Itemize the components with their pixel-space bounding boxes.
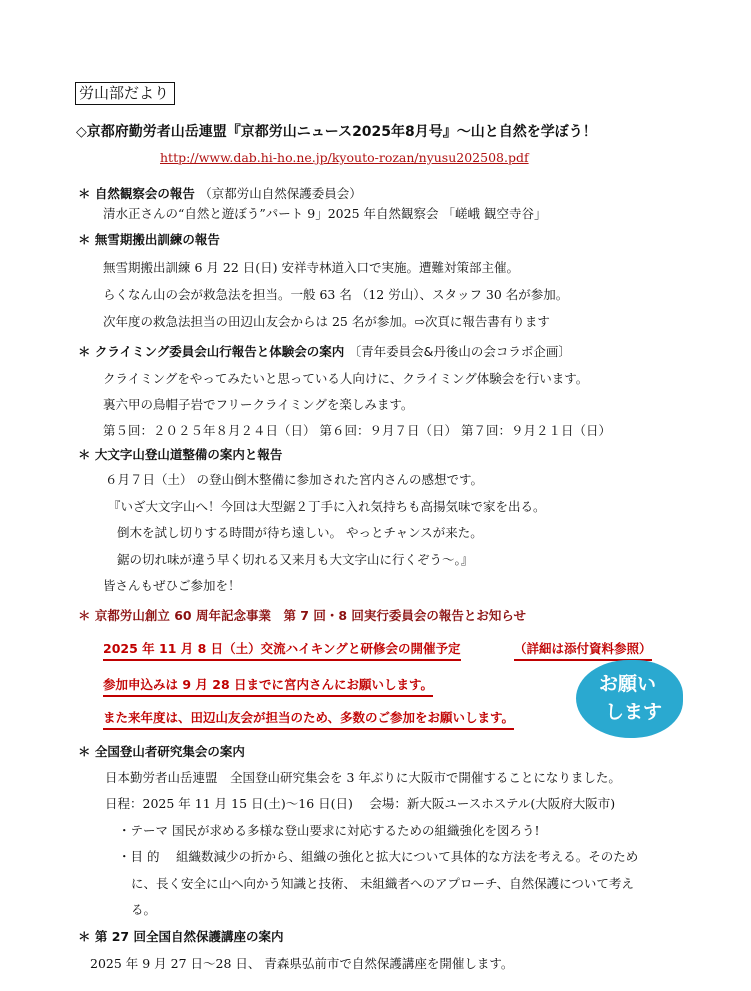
item-line: 次年度の救急法担当の田辺山友会からは 25 名が参加。⇨次頁に報告書有ります	[103, 314, 550, 329]
item-line: 第５回：２０２５年８月２４日（日） 第６回：９月７日（日） 第７回：９月２１日（日）	[103, 423, 611, 438]
item-line: 倒木を試し切りする時間が待ち遠しい。 やっとチャンスが来た。	[117, 525, 483, 540]
item-line: る。	[131, 902, 157, 917]
registration-deadline: 参加申込みは 9 月 28 日までに宮内さんにお願いします。	[103, 679, 433, 697]
item-line: 裏六甲の鳥帽子岩でフリークライミングを楽しみます。	[103, 397, 414, 412]
item-line: ・テーマ 国民が求める多様な登山要求に対応するための組織強化を図ろう!	[118, 823, 540, 838]
item-heading-climbing	[78, 346, 571, 359]
heading-note: （京都労山自然保護委員会）	[199, 186, 362, 201]
item-heading-national-conference: ＊ 全国登山者研究集会の案内	[78, 744, 245, 759]
item-heading-nature-observation	[78, 188, 362, 201]
item-line: 日本勤労者山岳連盟 全国登山研究集会を 3 年ぶりに大阪市で開催することになりました。	[105, 770, 621, 785]
item-line: 『いざ大文字山へ！今回は大型鋸２丁手に入れ気持ちも高揚気味で家を出る。	[108, 499, 546, 514]
heading-text: ＊ 自然観察会の報告	[78, 186, 195, 201]
section-title: 労山部だより	[75, 82, 175, 105]
item-line: ・目 的 組織数減少の折から、組織の強化と拡大について具体的な方法を考える。そのため	[118, 849, 639, 864]
item-heading-rescue-training: ＊ 無雪期搬出訓練の報告	[78, 232, 220, 247]
newsletter-headline: ◇京都府勤労者山岳連盟『京都労山ニュース2025年8月号』～山と自然を学ぼう！	[76, 124, 597, 140]
badge-line1: お願い	[599, 673, 657, 695]
item-heading-nature-course: ＊ 第 27 回全国自然保護講座の案内	[78, 929, 284, 944]
next-year-note: また来年度は、田辺山友会が担当のため、多数のご参加をお願いします。	[103, 712, 514, 730]
item-line: 日程：2025 年 11 月 15 日(土)～16 日(日) 会場：新大阪ユースホステル(大阪府大阪市)	[105, 796, 616, 811]
item-line: 鋸の切れ味が違う早く切れる又来月も大文字山に行くぞう～。』	[117, 552, 474, 567]
heading-note: 〔青年委員会&丹後山の会コラボ企画〕	[348, 344, 571, 359]
item-line: クライミングをやってみたいと思っている人向けに、クライミング体験会を行います。	[103, 371, 589, 386]
item-line: ６月７日（土） の登山倒木整備に参加された宮内さんの感想です。	[105, 472, 483, 487]
item-line: 2025 年 9 月 27 日～28 日、 青森県弘前市で自然保護講座を開催します。	[90, 956, 514, 971]
onegai-badge	[579, 663, 680, 735]
see-attachment-note: （詳細は添付資料参照）	[514, 643, 652, 661]
item-line: 無雪期搬出訓練 6 月 22 日(日) 安祥寺林道入口で実施。遭難対策部主催。	[103, 260, 519, 275]
newsletter-link[interactable]: http://www.dab.hi-ho.ne.jp/kyouto-rozan/nyusu202508.pdf	[160, 150, 529, 165]
item-line: に、長く安全に山へ向かう知識と技術、 未組織者へのアプローチ、自然保護について考え	[131, 876, 634, 891]
event-announcement: 2025 年 11 月 8 日（土）交流ハイキングと研修会の開催予定	[103, 643, 461, 661]
item-heading-60th-anniversary: ＊ 京都労山創立 60 周年記念事業 第 7 回・8 回実行委員会の報告とお知らせ	[78, 608, 527, 623]
badge-line2: します	[605, 701, 663, 723]
item-line: らくなん山の会が救急法を担当。一般 63 名 （12 労山）、スタッフ 30 名が参加。	[103, 287, 569, 302]
item-line: 清水正さんの“自然と遊ぼう”パート 9」2025 年自然観察会 「嵯峨 観空寺谷」	[103, 206, 547, 221]
item-line: 皆さんもぜひご参加を！	[103, 578, 241, 593]
heading-text: ＊ クライミング委員会山行報告と体験会の案内	[78, 344, 345, 359]
item-heading-daimonji-trail: ＊ 大文字山登山道整備の案内と報告	[78, 447, 283, 462]
